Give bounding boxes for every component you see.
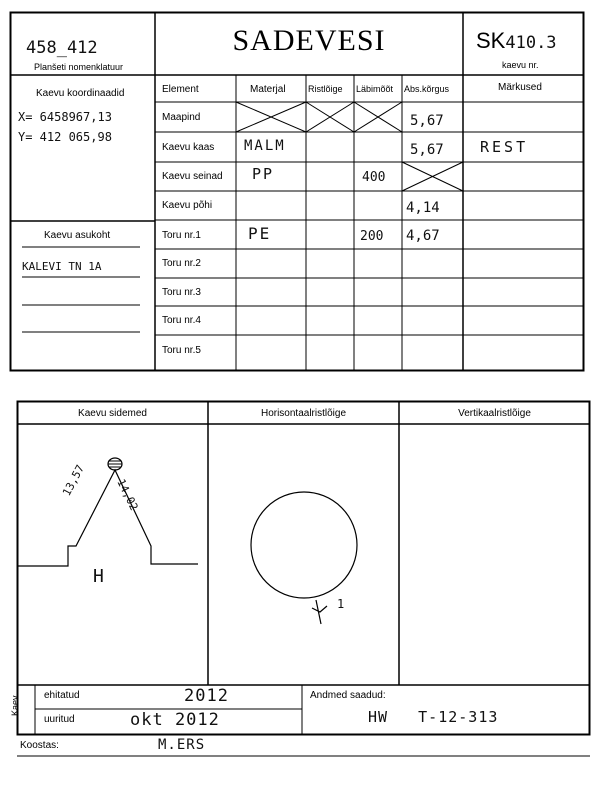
cell-notes: REST	[480, 138, 529, 156]
location-value: KALEVI TN 1A	[22, 260, 102, 273]
cell-elevation: 4,14	[406, 200, 440, 216]
cell-diameter: 200	[360, 229, 384, 244]
cell-material: PP	[252, 165, 275, 183]
compiled-value: M.ERS	[158, 737, 206, 753]
location-label: Kaevu asukoht	[44, 230, 111, 241]
kaev-label: Kaev	[10, 695, 20, 716]
pipe-label: 1	[337, 597, 345, 611]
tie-right-distance: 14,02	[114, 477, 141, 513]
building-label: H	[93, 566, 104, 587]
row-element: Maapind	[162, 112, 201, 123]
built-label: ehitatud	[44, 690, 80, 701]
col-header-section: Ristlõige	[308, 84, 343, 94]
page-title: SADEVESI	[232, 24, 386, 57]
data-from-label: Andmed saadud:	[310, 690, 386, 701]
col-header-diameter: Läbimõõt	[356, 84, 394, 94]
panel-ties-label: Kaevu sidemed	[78, 408, 147, 419]
row-element: Toru nr.5	[162, 345, 201, 356]
coordinates-label: Kaevu koordinaadid	[36, 88, 125, 99]
cell-elevation: 5,67	[410, 142, 444, 158]
tie-left-distance: 13,57	[60, 462, 88, 499]
well-number	[476, 28, 557, 54]
well-number-label: kaevu nr.	[502, 60, 539, 70]
row-element: Kaevu seinad	[162, 171, 223, 182]
built-value: 2012	[184, 686, 229, 706]
row-element: Toru nr.2	[162, 258, 201, 269]
coordinate-y: Y= 412 065,98	[18, 130, 112, 144]
surveyed-value: okt 2012	[130, 710, 220, 730]
cell-elevation: 5,67	[410, 113, 444, 129]
cell-material: PE	[248, 224, 272, 243]
panel-horizontal-label: Horisontaalristlõige	[260, 408, 347, 419]
row-element: Toru nr.4	[162, 315, 201, 326]
well-number-prefix: SK	[476, 28, 506, 53]
row-element: Toru nr.1	[162, 230, 201, 241]
coordinate-x: X= 6458967,13	[18, 110, 112, 124]
row-element: Kaevu kaas	[162, 142, 215, 153]
well-number-value: 410.3	[505, 33, 557, 53]
panel-vertical-label: Vertikaalristlõige	[458, 408, 531, 419]
cell-material: MALM	[244, 138, 286, 154]
compiled-label: Koostas:	[20, 740, 59, 751]
cell-elevation: 4,67	[406, 228, 440, 244]
data-from-value: HW T-12-313	[368, 708, 499, 726]
row-element: Kaevu põhi	[162, 200, 213, 211]
cell-diameter: 400	[362, 170, 386, 185]
col-header-element: Element	[162, 84, 199, 95]
col-header-elevation: Abs.kõrgus	[404, 84, 450, 94]
row-element: Toru nr.3	[162, 287, 201, 298]
surveyed-label: uuritud	[44, 714, 75, 725]
nomenclature-value: 458_412	[26, 38, 98, 58]
col-header-notes: Märkused	[498, 82, 542, 93]
col-header-material: Materjal	[250, 84, 286, 95]
nomenclature-label: Planšeti nomenklatuur	[34, 62, 124, 72]
